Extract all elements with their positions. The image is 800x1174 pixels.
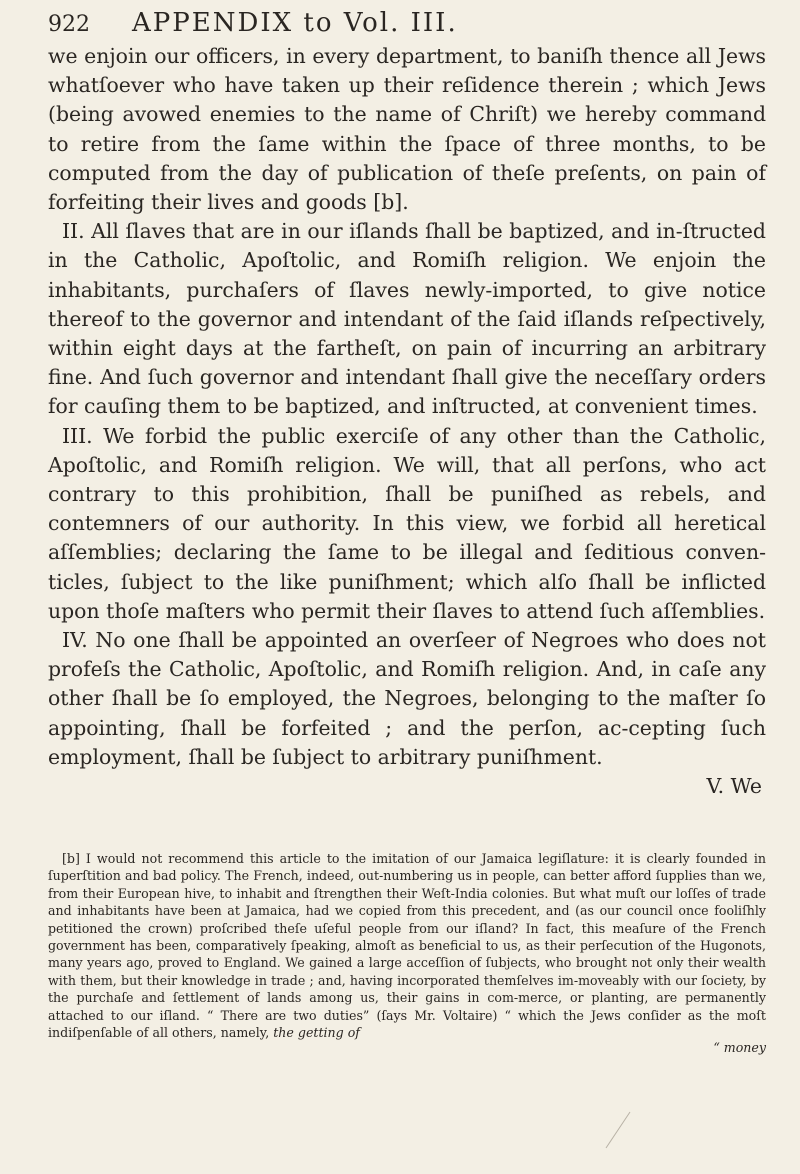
paragraph-opening: we enjoin our officers, in every department, to baniſh thence all Jews whatſoever who have taken up their reſidence therein ; which Jews (being avowed enemies to the name of Chriſt) we hereby command to retire from the ſame within the ſpace of three months, to be computed from the day of publication of theſe preſents, on pain of forfeiting their lives and goods [b]. — [48, 44, 766, 215]
footnote-text — [48, 850, 766, 1041]
footnote-body: [b] I would not recommend this article to the imitation of our Jamaica legiſlature: it is clearly founded in ſuperſtition and bad policy. The French, indeed, out-numbering us in people, can better afford ſupplies than we, from their European hive, to inhabit and ſtrengthen their Weſt-India colonies. But what muſt our loſſes of trade and inhabitants have been at Jamaica, had we copied from this precedent, and (as our council once fooliſhly petitioned the crown) proſcribed theſe uſeful people from our iſland? In fact, this meaſure of the French government has been, comparatively ſpeaking, almoſt as beneficial to us, as their perſecution of the Hugonots, many years ago, proved to England. We gained a large acceſſion of ſubjects, who brought not only their wealth with them, but their knowledge in trade ; and, having incorporated themſelves im-moveably with our ſociety, by the purchaſe and ſettlement of lands among us, their gains in com-merce, or planting, are permanently attached to our iſland. “ There are two duties” (ſays Mr. Voltaire) “ which the Jews conſider as the moſt indiſpenſable of all others, namely, — [48, 851, 766, 1041]
running-header — [48, 8, 768, 40]
main-text — [48, 42, 766, 801]
paragraph-article-iv: IV. No one ſhall be appointed an overſeer of Negroes who does not profeſs the Catholic, Apoſtolic, and Romiſh religion. And, in caſe any other ſhall be ſo employed, the Negroes, belonging to the maſter ſo appointing, ſhall be forfeited ; and the perſon, ac-cepting ſuch employment, ſhall be ſubject to arbitrary puniſhment. — [48, 628, 766, 769]
paragraph-article-ii: II. All ſlaves that are in our iſlands ſhall be baptized, and in-ſtructed in the Catholic, Apoſtolic, and Romiſh religion. We enjoin the inhabitants, purchaſers of ſlaves newly-imported, to give notice thereof to the governor and intendant of the ſaid iſlands reſpectively, within eight days at the fartheſt, on pain of incurring an arbitrary fine. And ſuch governor and intendant ſhall give the neceſſary orders for cauſing them to be baptized, and inſtructed, at convenient times. — [48, 219, 766, 419]
running-title: APPENDIX to Vol. III. — [132, 8, 458, 38]
footnote-italic-tail: the getting of — [273, 1025, 360, 1041]
footnote — [48, 850, 766, 1057]
stray-pencil-mark — [600, 1110, 640, 1150]
page-number: 922 — [48, 12, 90, 37]
paragraph-article-iii: III. We forbid the public exerciſe of any other than the Catholic, Apoſtolic, and Romiſh religion. We will, that all perſons, who act contrary to this prohibition, ſhall be puniſhed as rebels, and contemners of our authority. In this view, we forbid all heretical aſſemblies; declaring the ſame to be illegal and ſeditious conven-ticles, ſubject to the like puniſhment; which alſo ſhall be inflicted upon thoſe maſters who permit their ſlaves to attend ſuch aſſemblies. — [48, 423, 766, 623]
footnote-catchword: “ money — [713, 1040, 766, 1056]
catchword: V. We — [706, 774, 762, 799]
